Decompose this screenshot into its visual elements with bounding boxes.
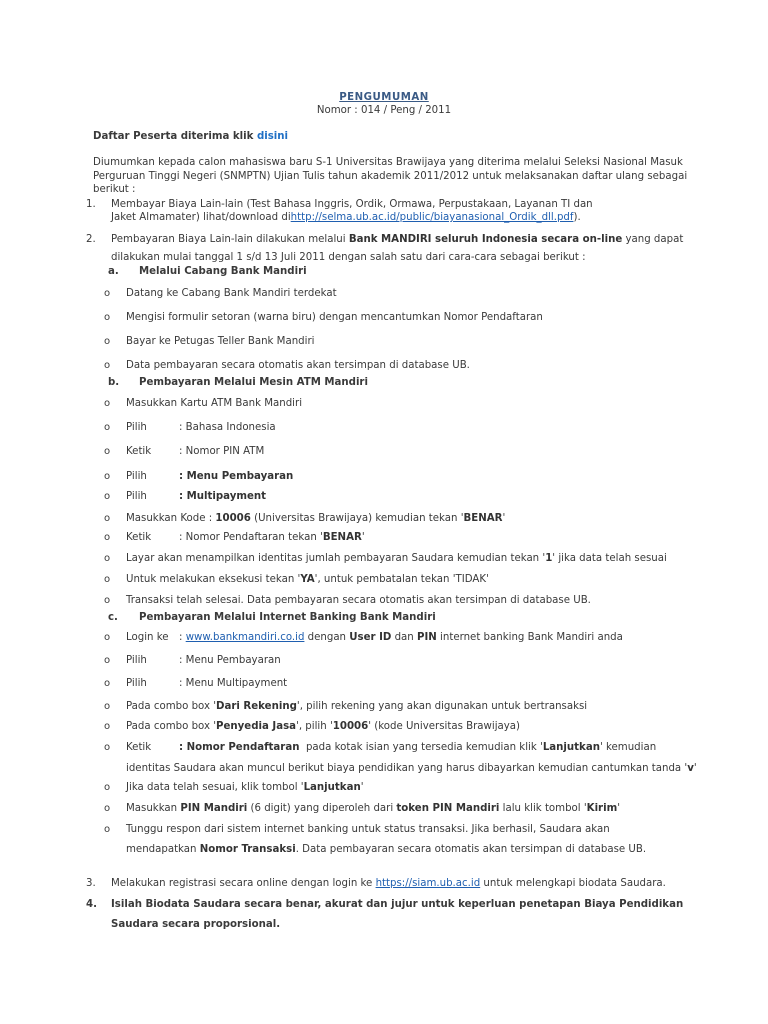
tunggu-post: . Data pembayaran secara otomatis akan tersimpan di database UB. (295, 844, 647, 855)
item-3-line (111, 878, 666, 889)
step-label: Pilih (126, 491, 147, 502)
bullet: o (104, 782, 111, 793)
step-label: Pilih (126, 655, 147, 666)
login-post: internet banking Bank Mandiri anda (436, 632, 623, 643)
bullet: o (104, 422, 111, 433)
step-value (179, 742, 656, 753)
bullet: o (104, 553, 111, 564)
siam-link[interactable]: https://siam.ub.ac.id (375, 878, 481, 889)
step-label: Ketik (126, 742, 152, 753)
item-2-post: yang dapat (622, 234, 684, 245)
item-4-line1: Isilah Biodata Saudara secara benar, akurat dan jujur untuk keperluan penetapan Biaya Pendidikan (111, 899, 684, 910)
kode-mid: (Universitas Brawijaya) kemudian tekan ' (250, 513, 464, 524)
login-text: dengan (304, 632, 350, 643)
pin-text: Masukkan (126, 803, 181, 814)
sesuai-text: Jika data telah sesuai, klik tombol ' (126, 782, 304, 793)
dari-rekening-bold: Dari Rekening (216, 701, 297, 712)
item-1-number: 1. (86, 199, 96, 210)
step-label: Login ke (126, 632, 169, 643)
step-label: Pilih (126, 422, 147, 433)
section-c-letter: c. (108, 612, 118, 623)
list-item: Masukkan Kartu ATM Bank Mandiri (126, 398, 303, 409)
item-2-line1 (111, 234, 683, 245)
ketik-post: ' kemudian (599, 742, 657, 753)
pin-mandiri-bold: PIN Mandiri (180, 803, 248, 814)
eksekusi-text: Untuk melakukan eksekusi tekan ' (126, 574, 301, 585)
lanjutkan-bold: Lanjutkan (303, 782, 361, 793)
nomor-transaksi-bold: Nomor Transaksi (199, 844, 296, 855)
bullet: o (104, 742, 111, 753)
step-value: : Bahasa Indonesia (179, 422, 276, 433)
list-item: Mengisi formulir setoran (warna biru) dengan mencantumkan Nomor Pendaftaran (126, 312, 543, 323)
eksekusi-post: ', untuk pembatalan tekan 'TIDAK' (314, 574, 489, 585)
step-label: Pilih (126, 471, 147, 482)
layar-post: ' jika data telah sesuai (552, 553, 667, 564)
step-value: : Nomor PIN ATM (179, 446, 265, 457)
bullet: o (104, 312, 111, 323)
layar-bold: 1 (545, 553, 553, 564)
list-item (126, 513, 505, 524)
bullet: o (104, 471, 111, 482)
biaya-pdf-link[interactable]: http://selma.ub.ac.id/public/biayanasional_Ordik_dll.pdf (290, 212, 574, 223)
item-3-post: untuk melengkapi biodata Saudara. (480, 878, 666, 889)
step-value: : Menu Pembayaran (179, 471, 294, 482)
list-item: Datang ke Cabang Bank Mandiri terdekat (126, 288, 337, 299)
kode-text: Masukkan Kode : (126, 513, 216, 524)
step-label: Pilih (126, 678, 147, 689)
layar-text: Layar akan menampilkan identitas jumlah pembayaran Saudara kemudian tekan ' (126, 553, 546, 564)
page-title: PENGUMUMAN (339, 92, 429, 103)
lanjutkan-bold: Lanjutkan (542, 742, 600, 753)
list-item-continuation (126, 844, 646, 855)
item-1-end: ). (573, 212, 581, 223)
list-item: Bayar ke Petugas Teller Bank Mandiri (126, 336, 315, 347)
item-2-line2: dilakukan mulai tanggal 1 s/d 13 Juli 2011 dengan salah satu dari cara-cara sebagai berikut : (111, 252, 586, 263)
bullet: o (104, 632, 111, 643)
pin-bold: PIN (417, 632, 437, 643)
colon: : (179, 632, 183, 643)
bullet: o (104, 595, 111, 606)
bullet: o (104, 655, 111, 666)
sesuai-end: ' (360, 782, 364, 793)
item-4-line2: Saudara secara proporsional. (111, 919, 281, 930)
item-2-bold: Bank MANDIRI seluruh Indonesia secara on-line (348, 234, 623, 245)
bullet: o (104, 398, 111, 409)
combo-mid: ', pilih ' (296, 721, 333, 732)
nomor-pendaftaran-bold: : Nomor Pendaftaran (179, 742, 300, 753)
user-id-bold: User ID (349, 632, 392, 643)
daftar-label: Daftar Peserta diterima klik (93, 131, 257, 142)
step-value (179, 532, 365, 543)
list-item: Transaksi telah selesai. Data pembayaran secara otomatis akan tersimpan di database UB. (126, 595, 591, 606)
bullet: o (104, 574, 111, 585)
item-4-number: 4. (86, 899, 97, 910)
list-item (126, 803, 620, 814)
item-3-text: Melakukan registrasi secara online dengan login ke (111, 878, 376, 889)
login-dan: dan (391, 632, 417, 643)
list-item (126, 701, 587, 712)
step-label: Ketik (126, 446, 152, 457)
section-b-title: Pembayaran Melalui Mesin ATM Mandiri (139, 377, 368, 388)
bullet: o (104, 288, 111, 299)
item-1-line1: Membayar Biaya Lain-lain (Test Bahasa Inggris, Ordik, Ormawa, Perpustakaan, Layanan TI dan (111, 199, 593, 210)
ketik-text: pada kotak isian yang tersedia kemudian klik ' (299, 742, 543, 753)
daftar-peserta (93, 131, 288, 142)
section-b-letter: b. (108, 377, 120, 388)
bullet: o (104, 701, 111, 712)
kode-bold: 10006 (215, 513, 251, 524)
step-label: Ketik (126, 532, 152, 543)
tunggu-text: mendapatkan (126, 844, 200, 855)
combo-text: Pada combo box ' (126, 701, 217, 712)
item-2-text: Pembayaran Biaya Lain-lain dilakukan melalui (111, 234, 349, 245)
list-item: Tunggu respon dari sistem internet banking untuk status transaksi. Jika berhasil, Saudara akan (126, 824, 610, 835)
penyedia-jasa-bold: Penyedia Jasa (216, 721, 297, 732)
bullet: o (104, 360, 111, 371)
ketik-text: : Nomor Pendaftaran tekan ' (179, 532, 323, 543)
kode-end: ' (502, 513, 506, 524)
step-value: : Menu Multipayment (179, 678, 288, 689)
combo-post: ', pilih rekening yang akan digunakan untuk bertransaksi (296, 701, 588, 712)
combo-text: Pada combo box ' (126, 721, 217, 732)
bullet: o (104, 336, 111, 347)
bankmandiri-link[interactable]: www.bankmandiri.co.id (185, 632, 305, 643)
combo-post: ' (kode Universitas Brawijaya) (368, 721, 521, 732)
benar-bold: BENAR (322, 532, 362, 543)
announcement-number: Nomor : 014 / Peng / 2011 (316, 105, 452, 116)
item-1-text: Jaket Almamater) lihat/download di (111, 212, 291, 223)
step-value: : Menu Pembayaran (179, 655, 281, 666)
bullet: o (104, 824, 111, 835)
step-value (179, 632, 623, 643)
disini-link[interactable]: disini (256, 131, 289, 142)
ketik-line2: identitas Saudara akan muncul berikut biaya pendidikan yang harus dibayarkan kemudian cantumkan tanda ' (126, 763, 688, 774)
item-3-number: 3. (86, 878, 96, 889)
bullet: o (104, 513, 111, 524)
pin-end: ' (617, 803, 621, 814)
pin-mid: (6 digit) yang diperoleh dari (247, 803, 397, 814)
v-bold: v (687, 763, 694, 774)
section-a-letter: a. (108, 266, 119, 277)
bullet: o (104, 678, 111, 689)
kirim-bold: Kirim (586, 803, 618, 814)
item-1-line2 (111, 212, 581, 223)
pin-mid2: lalu klik tombol ' (499, 803, 587, 814)
section-a-title: Melalui Cabang Bank Mandiri (139, 266, 307, 277)
kode-bold: 10006 (332, 721, 369, 732)
bullet: o (104, 721, 111, 732)
list-item (126, 782, 364, 793)
list-item-continuation (126, 763, 697, 774)
list-item: Data pembayaran secara otomatis akan tersimpan di database UB. (126, 360, 470, 371)
ketik-end: ' (361, 532, 365, 543)
bullet: o (104, 491, 111, 502)
ya-bold: YA (300, 574, 315, 585)
step-value: : Multipayment (179, 491, 267, 502)
ketik-line2-end: ' (693, 763, 697, 774)
intro-paragraph: Diumumkan kepada calon mahasiswa baru S-1 Universitas Brawijaya yang diterima melalui Seleksi Nasional Masuk Perguruan Tinggi Negeri (SNMPTN) Ujian Tulis tahun akademik 2011/2012 untuk melaksanakan daftar ulang sebagai berikut : (93, 157, 688, 195)
item-2-number: 2. (86, 234, 96, 245)
bullet: o (104, 446, 111, 457)
benar-bold: BENAR (463, 513, 503, 524)
list-item (126, 574, 489, 585)
bullet: o (104, 803, 111, 814)
bullet: o (104, 532, 111, 543)
section-c-title: Pembayaran Melalui Internet Banking Bank Mandiri (139, 612, 436, 623)
list-item (126, 553, 667, 564)
list-item (126, 721, 520, 732)
token-bold: token PIN Mandiri (396, 803, 500, 814)
